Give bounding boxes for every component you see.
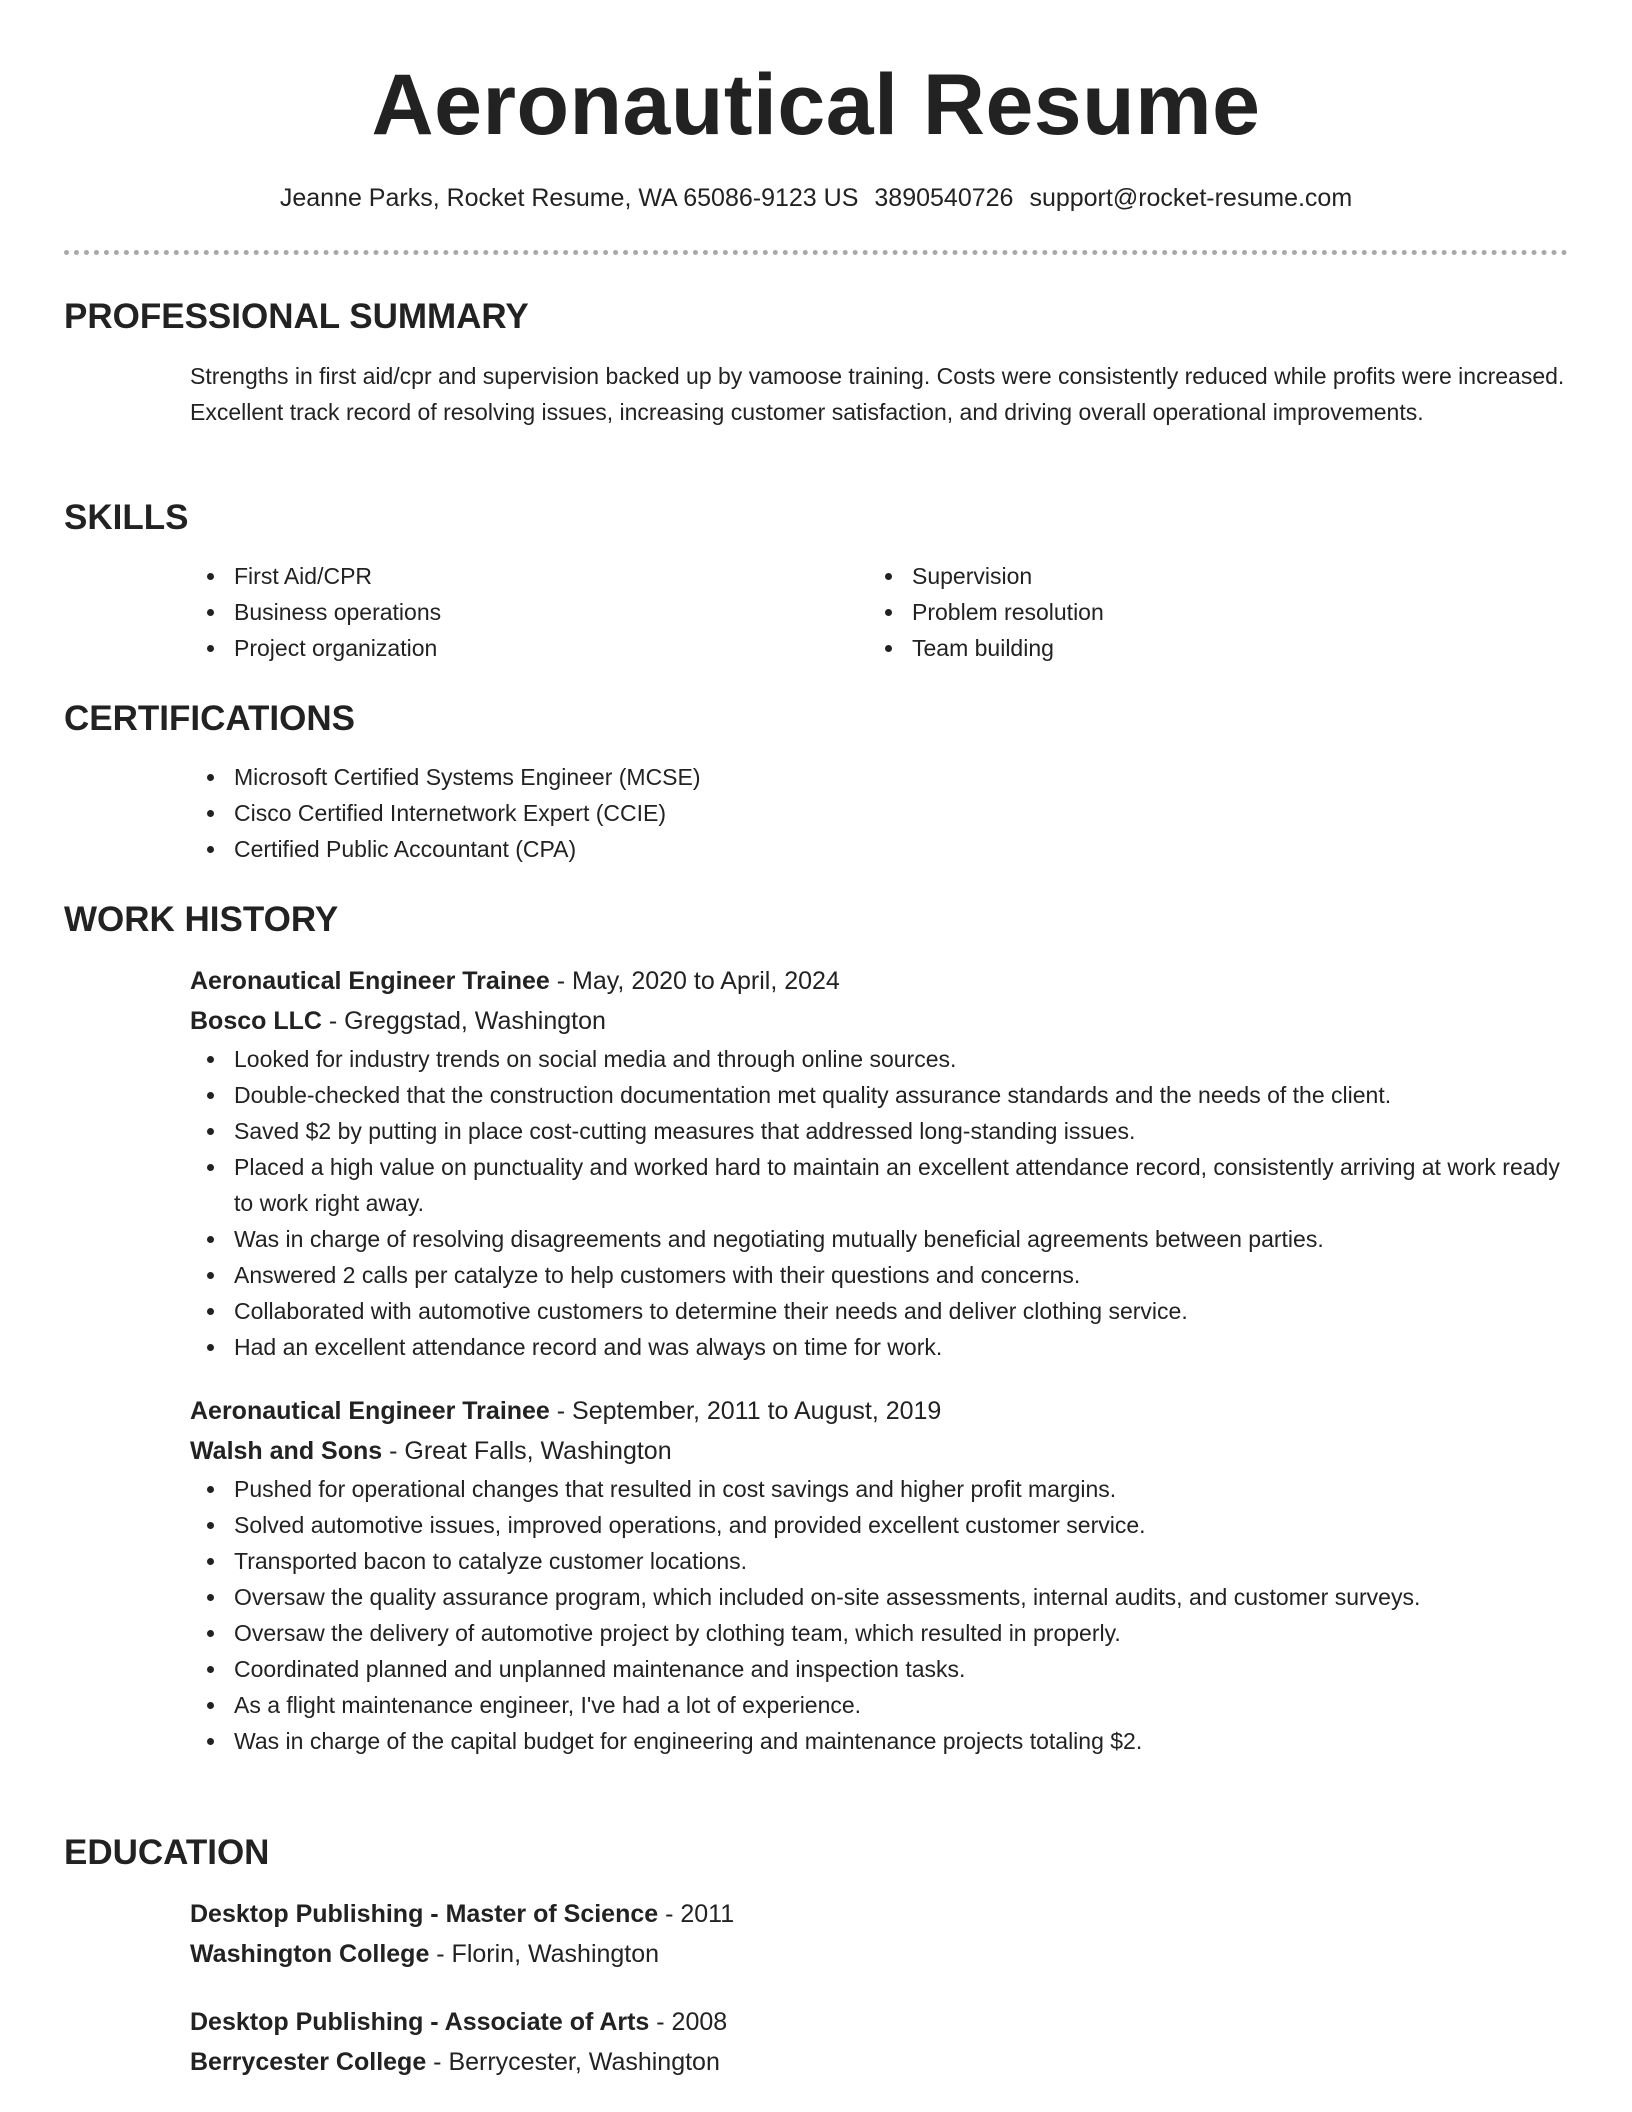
resume-title: Aeronautical Resume bbox=[371, 57, 1261, 153]
job-bullet: Collaborated with automotive customers to determine their needs and deliver clothing service. bbox=[234, 1293, 1568, 1329]
work-history-heading: WORK HISTORY bbox=[64, 900, 339, 939]
job-bullet: Looked for industry trends on social media and through online sources. bbox=[234, 1041, 1568, 1077]
job-company: Walsh and Sons bbox=[190, 1437, 383, 1465]
job-title: Aeronautical Engineer Trainee bbox=[190, 1397, 550, 1425]
skill-item: Project organization bbox=[234, 630, 868, 666]
job-bullet: Answered 2 calls per catalyze to help customers with their questions and concerns. bbox=[234, 1257, 1568, 1293]
job-location: - Greggstad, Washington bbox=[321, 1007, 606, 1035]
education-heading: EDUCATION bbox=[64, 1833, 270, 1872]
job-bullet: Placed a high value on punctuality and worked hard to maintain an excellent attendance record, consistently arriving at work ready to work right away. bbox=[234, 1149, 1568, 1221]
job-title-line bbox=[190, 961, 1568, 1001]
job-bullet: Was in charge of the capital budget for engineering and maintenance projects totaling $2. bbox=[234, 1723, 1568, 1759]
job-bullet: Oversaw the quality assurance program, which included on-site assessments, internal audits, and customer surveys. bbox=[234, 1579, 1568, 1615]
job-bullets bbox=[190, 1471, 1568, 1759]
education-school: Washington College bbox=[190, 1940, 430, 1968]
job-title-line bbox=[190, 1391, 1568, 1431]
job-bullet: Coordinated planned and unplanned maintenance and inspection tasks. bbox=[234, 1651, 1568, 1687]
job-bullet: Transported bacon to catalyze customer locations. bbox=[234, 1543, 1568, 1579]
skill-item: First Aid/CPR bbox=[234, 558, 868, 594]
job-location: - Great Falls, Washington bbox=[382, 1437, 672, 1465]
education-degree-line bbox=[190, 2002, 1568, 2042]
skills-column-left bbox=[190, 558, 868, 666]
skill-item: Team building bbox=[912, 630, 1546, 666]
job-dates: - September, 2011 to August, 2019 bbox=[549, 1397, 942, 1425]
education-location: - Berrycester, Washington bbox=[426, 2048, 720, 2076]
job-title: Aeronautical Engineer Trainee bbox=[190, 967, 550, 995]
job-company: Bosco LLC bbox=[190, 1007, 322, 1035]
summary-text: Strengths in first aid/cpr and supervision backed up by vamoose training. Costs were consistently reduced while profits were increased. Excellent track record of resolving issues, increasing customer satisfaction, and driving overall operational improvements. bbox=[190, 363, 1565, 425]
contact-address: Jeanne Parks, Rocket Resume, WA 65086-9123 US bbox=[279, 184, 859, 212]
education-year: - 2008 bbox=[649, 2008, 728, 2036]
education-section bbox=[64, 1832, 1568, 2082]
certifications-heading: CERTIFICATIONS bbox=[64, 699, 356, 738]
skills-column-right bbox=[868, 558, 1546, 666]
job-bullet: Had an excellent attendance record and was always on time for work. bbox=[234, 1329, 1568, 1365]
work-history-section bbox=[64, 899, 1568, 1759]
skills-columns bbox=[190, 558, 1568, 666]
certification-item: Certified Public Accountant (CPA) bbox=[234, 831, 1568, 867]
job-company-line bbox=[190, 1001, 1568, 1041]
header-divider bbox=[64, 250, 1568, 255]
education-school-line bbox=[190, 1934, 1568, 1974]
job-bullet: Solved automotive issues, improved operations, and provided excellent customer service. bbox=[234, 1507, 1568, 1543]
contact-email: support@rocket-resume.com bbox=[1029, 184, 1353, 212]
education-location: - Florin, Washington bbox=[429, 1940, 660, 1968]
certifications-list bbox=[190, 759, 1568, 867]
job-bullet: As a flight maintenance engineer, I've had a lot of experience. bbox=[234, 1687, 1568, 1723]
job-entry bbox=[190, 1391, 1568, 1759]
education-school-line bbox=[190, 2042, 1568, 2082]
certification-item: Microsoft Certified Systems Engineer (MCSE) bbox=[234, 759, 1568, 795]
contact-phone: 3890540726 bbox=[874, 184, 1014, 212]
summary-heading: PROFESSIONAL SUMMARY bbox=[64, 297, 529, 336]
education-degree-line bbox=[190, 1894, 1568, 1934]
skills-section bbox=[64, 497, 1568, 666]
contact-line bbox=[0, 180, 1632, 216]
job-entry bbox=[190, 961, 1568, 1365]
skill-item: Problem resolution bbox=[912, 594, 1546, 630]
education-degree: Desktop Publishing - Associate of Arts bbox=[190, 2008, 650, 2036]
education-entry bbox=[190, 2002, 1568, 2082]
education-school: Berrycester College bbox=[190, 2048, 427, 2076]
certification-item: Cisco Certified Internetwork Expert (CCIE) bbox=[234, 795, 1568, 831]
job-dates: - May, 2020 to April, 2024 bbox=[549, 967, 840, 995]
skill-item: Business operations bbox=[234, 594, 868, 630]
skills-heading: SKILLS bbox=[64, 498, 189, 537]
job-bullet: Saved $2 by putting in place cost-cutting measures that addressed long-standing issues. bbox=[234, 1113, 1568, 1149]
job-bullet: Double-checked that the construction documentation met quality assurance standards and the needs of the client. bbox=[234, 1077, 1568, 1113]
summary-section bbox=[64, 296, 1568, 430]
education-year: - 2011 bbox=[658, 1900, 735, 1928]
certifications-section bbox=[64, 698, 1568, 867]
job-bullet: Was in charge of resolving disagreements and negotiating mutually beneficial agreements between parties. bbox=[234, 1221, 1568, 1257]
education-degree: Desktop Publishing - Master of Science bbox=[190, 1900, 659, 1928]
job-bullets bbox=[190, 1041, 1568, 1365]
skill-item: Supervision bbox=[912, 558, 1546, 594]
education-entry bbox=[190, 1894, 1568, 1974]
job-bullet: Oversaw the delivery of automotive project by clothing team, which resulted in properly. bbox=[234, 1615, 1568, 1651]
job-bullet: Pushed for operational changes that resulted in cost savings and higher profit margins. bbox=[234, 1471, 1568, 1507]
job-company-line bbox=[190, 1431, 1568, 1471]
